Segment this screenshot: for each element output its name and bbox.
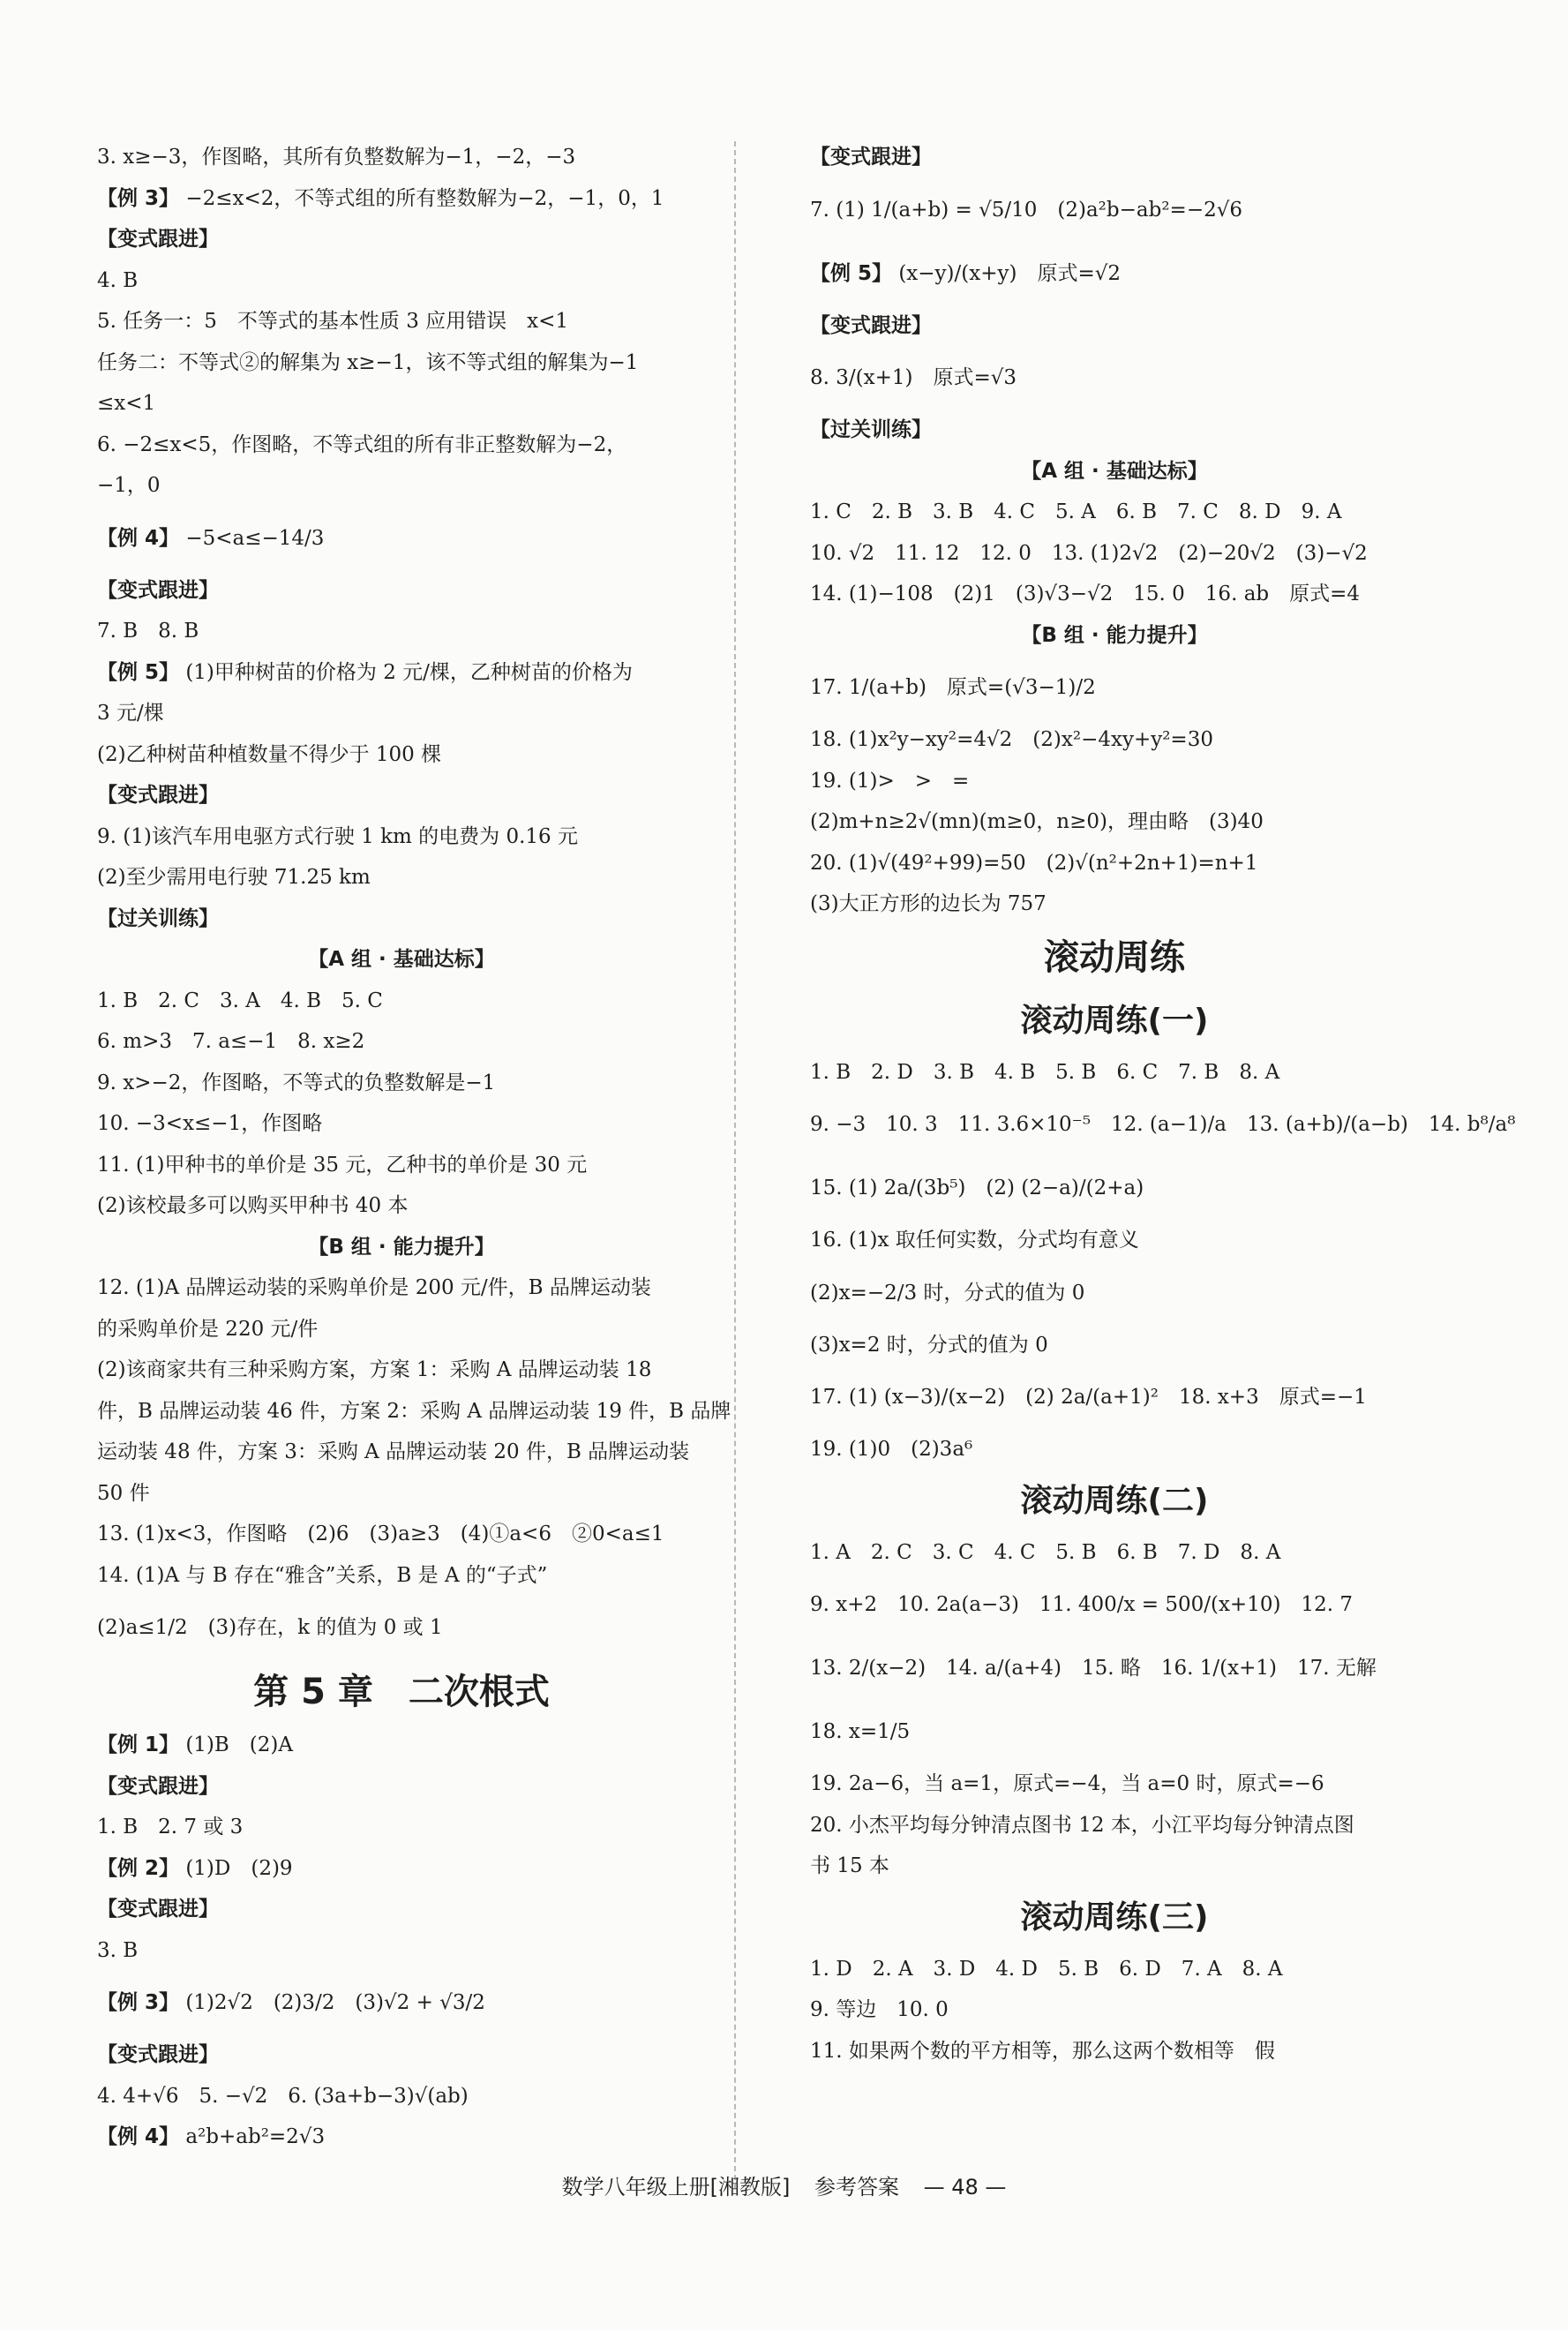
group-heading: 【A 组 · 基础达标】 xyxy=(308,948,495,971)
answer-line: 件，B 品牌运动装 46 件，方案 2：采购 A 品牌运动装 19 件，B 品牌 xyxy=(97,1399,731,1423)
example-label: 【例 4】 xyxy=(97,2125,180,2148)
answer-line: 的采购单价是 220 元/件 xyxy=(97,1317,319,1341)
answer-line: 50 件 xyxy=(97,1481,150,1505)
example-label: 【例 3】 xyxy=(97,1991,180,2014)
example-answer xyxy=(97,2117,706,2158)
answer-line: 11. 如果两个数的平方相等，那么这两个数相等 假 xyxy=(810,2039,1275,2063)
example-answer xyxy=(97,652,706,694)
footer-subject: 数学八年级上册[湘教版] xyxy=(561,2175,791,2199)
example-text: (1)2√2 (2)3/2 (3)√2 + √3/2 xyxy=(179,1991,485,2014)
example-answer xyxy=(810,242,1419,305)
answer-line: (2)该校最多可以购买甲种书 40 本 xyxy=(97,1194,409,1217)
answer-line: 3. x≥−3，作图略，其所有负整数解为−1，−2，−3 xyxy=(97,146,576,169)
example-label: 【例 4】 xyxy=(97,526,180,550)
answer-line: 4. 4+√6 5. −√2 6. (3a+b−3)√(ab) xyxy=(97,2084,469,2108)
section-tag: 【变式跟进】 xyxy=(97,2043,219,2066)
footer-page-number: — 48 — xyxy=(923,2175,1007,2199)
answer-line: 13. (1)x<3，作图略 (2)6 (3)a≥3 (4)①a<6 ②0<a≤1 xyxy=(97,1523,664,1545)
answer-line: 1. B 2. 7 或 3 xyxy=(97,1816,244,1838)
answer-line: (2)乙种树苗种植数量不得少于 100 棵 xyxy=(97,742,442,766)
section-tag: 【变式跟进】 xyxy=(97,228,219,251)
answer-line: 9. x>−2，作图略，不等式的负整数解是−1 xyxy=(97,1071,496,1094)
answer-line: 19. (1)> > = xyxy=(810,769,970,793)
example-text: (1)D (2)9 xyxy=(179,1856,293,1880)
answer-line: 16. (1)x 取任何实数，分式均有意义 xyxy=(810,1229,1139,1252)
example-text: a²b+ab²=2√3 xyxy=(179,2125,326,2148)
answer-line: 8. 3/(x+1) 原式=√3 xyxy=(810,366,1017,389)
answer-line: (3)x=2 时，分式的值为 0 xyxy=(810,1333,1048,1357)
example-label: 【例 5】 xyxy=(810,261,893,285)
example-answer xyxy=(97,178,706,220)
section-tag: 【过关训练】 xyxy=(810,418,932,441)
section-heading: 滚动周练 xyxy=(1044,936,1185,978)
column-divider xyxy=(734,141,736,2189)
example-label: 【例 1】 xyxy=(97,1733,180,1756)
section-tag: 【变式跟进】 xyxy=(97,1898,219,1921)
example-text: −2≤x<2，不等式组的所有整数解为−2，−1，0，1 xyxy=(179,186,664,210)
example-label: 【例 3】 xyxy=(97,186,180,210)
answer-line: 9. −3 10. 3 11. 3.6×10⁻⁵ 12. (a−1)/a 13. (a+b)/(a−b) 14. b⁸/a⁸ xyxy=(810,1113,1516,1136)
answer-line: (3)大正方形的边长为 757 xyxy=(810,892,1047,915)
answer-line: 11. (1)甲种书的单价是 35 元，乙种书的单价是 30 元 xyxy=(97,1153,588,1177)
right-column xyxy=(810,137,1516,2072)
answer-line: 9. (1)该汽车用电驱方式行驶 1 km 的电费为 0.16 元 xyxy=(97,824,578,848)
answer-line: 20. (1)√(49²+99)=50 (2)√(n²+2n+1)=n+1 xyxy=(810,851,1258,875)
answer-line: 1. C 2. B 3. B 4. C 5. A 6. B 7. C 8. D 9. A xyxy=(810,500,1342,523)
section-tag: 【变式跟进】 xyxy=(810,313,932,337)
answer-line: 15. (1) 2a/(3b⁵) (2) (2−a)/(2+a) xyxy=(810,1177,1144,1199)
example-text: (x−y)/(x+y) 原式=√2 xyxy=(892,261,1122,285)
answer-line: 14. (1)−108 (2)1 (3)√3−√2 15. 0 16. ab 原式=4 xyxy=(810,583,1361,605)
example-answer xyxy=(97,1848,706,1890)
answer-line: 20. 小杰平均每分钟清点图书 12 本，小江平均每分钟清点图 xyxy=(810,1813,1354,1837)
answer-line: 3. B xyxy=(97,1938,139,1962)
answer-line: 运动装 48 件，方案 3：采购 A 品牌运动装 20 件，B 品牌运动装 xyxy=(97,1440,690,1463)
answer-line: 1. D 2. A 3. D 4. D 5. B 6. D 7. A 8. A xyxy=(810,1957,1283,1981)
answer-line: 4. B xyxy=(97,268,139,292)
answer-line: 9. x+2 10. 2a(a−3) 11. 400/x = 500/(x+10) 12. 7 xyxy=(810,1593,1353,1616)
answer-line: (2)x=−2/3 时，分式的值为 0 xyxy=(810,1281,1085,1305)
answer-line: 18. (1)x²y−xy²=4√2 (2)x²−4xy+y²=30 xyxy=(810,728,1213,751)
section-tag: 【变式跟进】 xyxy=(97,1774,219,1798)
subsection-heading: 滚动周练(二) xyxy=(1020,1482,1209,1519)
answer-line: 10. √2 11. 12 12. 0 13. (1)2√2 (2)−20√2 (3)−√2 xyxy=(810,541,1368,565)
answer-line: (2)该商家共有三种采购方案，方案 1：采购 A 品牌运动装 18 xyxy=(97,1358,652,1381)
answer-line: 3 元/棵 xyxy=(97,702,164,725)
section-tag: 【变式跟进】 xyxy=(97,784,219,807)
answer-line: 1. B 2. D 3. B 4. B 5. B 6. C 7. B 8. A xyxy=(810,1060,1280,1084)
answer-line: 13. 2/(x−2) 14. a/(a+4) 15. 略 16. 1/(x+1) 17. 无解 xyxy=(810,1657,1377,1680)
answer-line: 6. −2≤x<5，作图略，不等式组的所有非正整数解为−2， xyxy=(97,432,627,456)
section-tag: 【变式跟进】 xyxy=(97,578,219,602)
answer-line: 6. m>3 7. a≤−1 8. x≥2 xyxy=(97,1030,365,1053)
answer-line: 书 15 本 xyxy=(810,1854,889,1877)
answer-line: ≤x<1 xyxy=(97,392,156,415)
example-answer xyxy=(97,1725,706,1766)
section-tag: 【变式跟进】 xyxy=(810,146,932,169)
answer-line: 10. −3<x≤−1，作图略 xyxy=(97,1112,323,1135)
answer-line: (2)m+n≥2√(mn)(m≥0，n≥0)，理由略 (3)40 xyxy=(810,810,1264,833)
answer-line: 9. 等边 10. 0 xyxy=(810,1998,949,2021)
answer-line: 5. 任务一：5 不等式的基本性质 3 应用错误 x<1 xyxy=(97,310,569,333)
section-heading: 第 5 章 二次根式 xyxy=(253,1672,550,1712)
section-tag: 【过关训练】 xyxy=(97,906,219,930)
example-answer xyxy=(97,1971,706,2034)
answer-line: 14. (1)A 与 B 存在“雅含”关系，B 是 A 的“子式” xyxy=(97,1563,548,1587)
answer-line: 1. B 2. C 3. A 4. B 5. C xyxy=(97,989,383,1012)
example-label: 【例 5】 xyxy=(97,660,180,684)
answer-line: (2)a≤1/2 (3)存在，k 的值为 0 或 1 xyxy=(97,1616,443,1639)
answer-line: 19. 2a−6，当 a=1，原式=−4，当 a=0 时，原式=−6 xyxy=(810,1772,1324,1795)
group-heading: 【B 组 · 能力提升】 xyxy=(308,1235,495,1259)
answer-line: 7. B 8. B xyxy=(97,620,199,643)
answer-line: 17. 1/(a+b) 原式=(√3−1)/2 xyxy=(810,676,1096,699)
example-label: 【例 2】 xyxy=(97,1856,180,1880)
answer-line: 7. (1) 1/(a+b) = √5/10 (2)a²b−ab²=−2√6 xyxy=(810,198,1243,222)
answer-line: 1. A 2. C 3. C 4. C 5. B 6. B 7. D 8. A xyxy=(810,1540,1281,1564)
subsection-heading: 滚动周练(三) xyxy=(1020,1899,1209,1936)
example-answer xyxy=(97,507,706,570)
answer-line: (2)至少需用电行驶 71.25 km xyxy=(97,866,371,889)
answer-line: 任务二：不等式②的解集为 x≥−1，该不等式组的解集为−1 xyxy=(97,350,639,374)
answer-line: −1，0 xyxy=(97,474,161,497)
group-heading: 【B 组 · 能力提升】 xyxy=(1021,623,1208,647)
group-heading: 【A 组 · 基础达标】 xyxy=(1021,459,1208,483)
answer-line: 12. (1)A 品牌运动装的采购单价是 200 元/件，B 品牌运动装 xyxy=(97,1276,651,1299)
answer-line: 18. x=1/5 xyxy=(810,1720,911,1743)
example-text: −5<a≤−14/3 xyxy=(179,526,325,550)
answer-line: 17. (1) (x−3)/(x−2) (2) 2a/(a+1)² 18. x+3 原式=−1 xyxy=(810,1386,1367,1409)
footer-section: 参考答案 xyxy=(814,2175,899,2199)
subsection-heading: 滚动周练(一) xyxy=(1020,1002,1209,1039)
page-footer xyxy=(0,2169,1568,2200)
answer-line: 19. (1)0 (2)3a⁶ xyxy=(810,1438,973,1461)
example-text: (1)B (2)A xyxy=(179,1733,293,1756)
example-text: (1)甲种树苗的价格为 2 元/棵，乙种树苗的价格为 xyxy=(179,660,633,684)
left-column xyxy=(97,137,731,2158)
